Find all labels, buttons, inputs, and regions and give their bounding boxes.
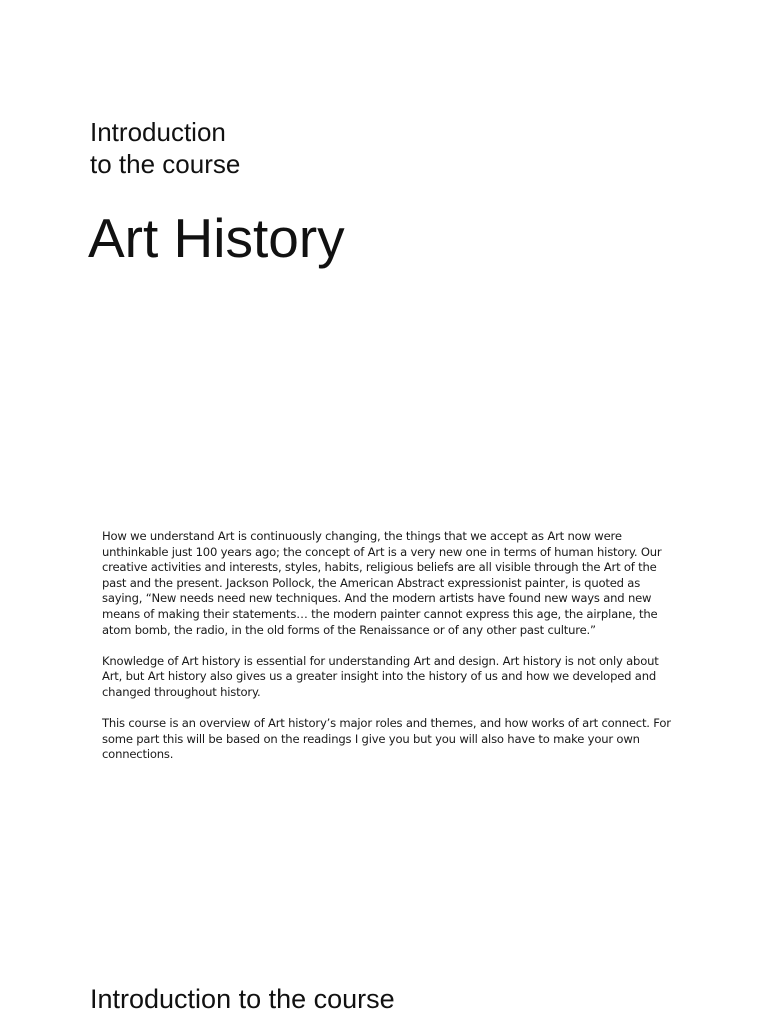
page-title: Art History [88, 207, 345, 269]
course-subtitle [90, 116, 240, 180]
subtitle-line-2: to the course [90, 149, 241, 179]
intro-body [102, 529, 677, 779]
subtitle-line-1: Introduction [90, 117, 226, 147]
section-heading: Introduction to the course [90, 984, 395, 1014]
paragraph-1: How we understand Art is continuously changing, the things that we accept as Art now were unthinkable just 100 years ago; the concept of Art is a very new one in terms of human history. Our creative activities and interests, styles, habits, religious beliefs are all visible through the Art of the past and the present. Jackson Pollock, the American Abstract expressionist painter, is quoted as saying, “New needs need new techniques. And the modern artists have found new ways and new means of making their statements… the modern painter cannot express this age, the airplane, the atom bomb, the radio, in the old forms of the Renaissance or of any other past culture.” [102, 529, 662, 637]
paragraph-3: This course is an overview of Art history’s major roles and themes, and how works of art connect. For some part this will be based on the readings I give you but you will also have to make your own connections. [102, 716, 671, 762]
paragraph-2: Knowledge of Art history is essential for understanding Art and design. Art history is not only about Art, but Art history also gives us a greater insight into the history of us and how we developed and changed throughout history. [102, 653, 659, 699]
